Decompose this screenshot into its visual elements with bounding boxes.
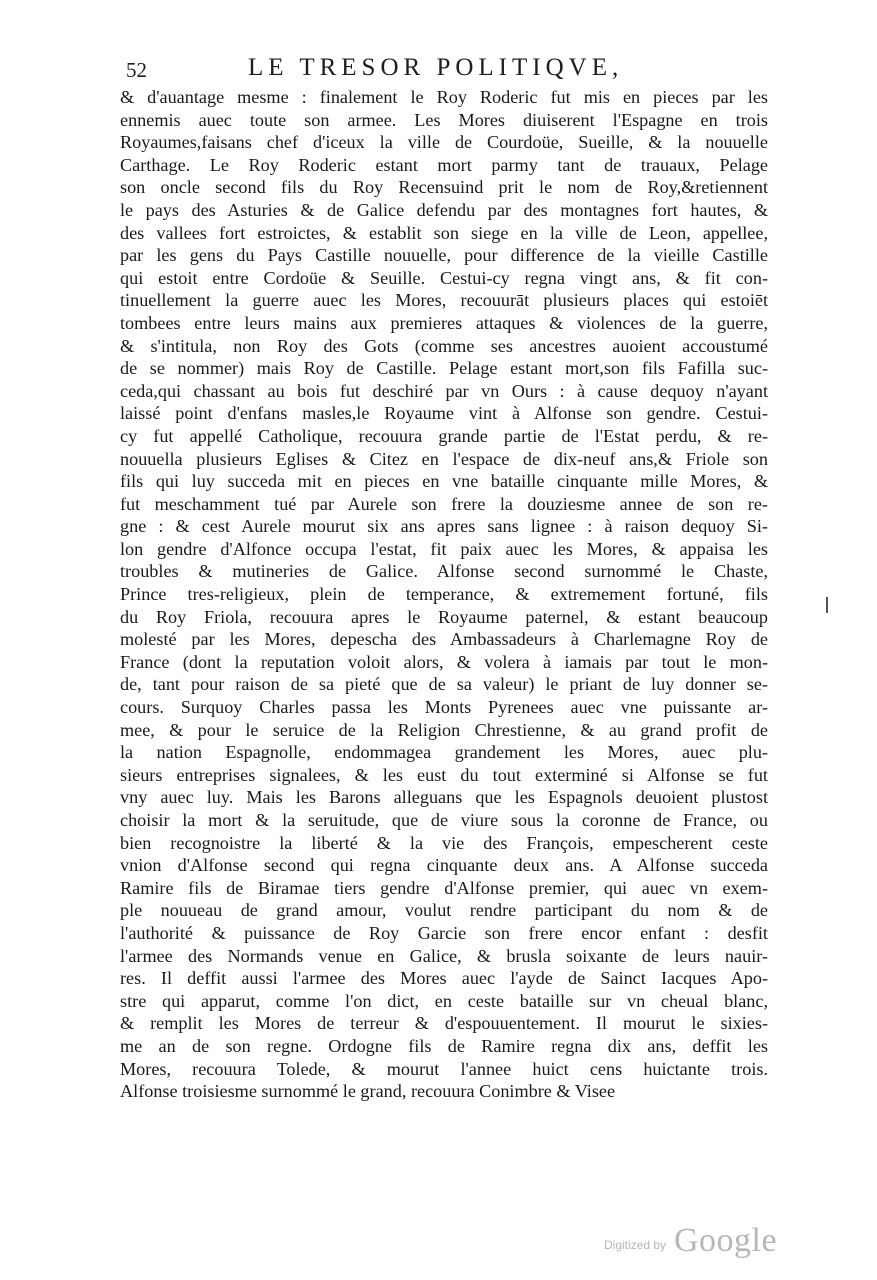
text-line: Mores, recouura Tolede, & mourut l'annee huict cens huictante trois. [120,1058,768,1079]
digitized-watermark [604,1222,804,1262]
text-line: l'armee des Normands venue en Galice, & brusla soixante de leurs nauir- [120,945,768,966]
text-line: par les gens du Pays Castille nouuelle, pour difference de la vieille Castille [120,245,768,266]
text-line: lon gendre d'Alfonce occupa l'estat, fit paix auec les Mores, & appaisa les [120,538,768,559]
text-line: molesté par les Mores, depescha des Ambassadeurs à Charlemagne Roy de [120,629,768,650]
text-line: cours. Surquoy Charles passa les Monts Pyrenees auec vne puissante ar- [120,697,768,718]
google-logo: Google [674,1222,778,1259]
body-text [120,86,768,1103]
text-line: bien recognoistre la liberté & la vie des François, empescherent ceste [120,832,768,853]
text-line: ple nouueau de grand amour, voulut rendre participant du nom & de [120,900,768,921]
text-line: le pays des Asturies & de Galice defendu par des montagnes fort hautes, & [120,199,768,220]
text-line: & remplit les Mores de terreur & d'espouuentement. Il mourut le sixies- [120,1013,768,1034]
text-line: tinuellement la guerre auec les Mores, recouurāt plusieurs places qui estoiēt [120,290,768,311]
text-line: ennemis auec toute son armee. Les Mores diuiserent l'Espagne en trois [120,109,768,130]
text-line: me an de son regne. Ordogne fils de Ramire regna dix ans, deffit les [120,1035,768,1056]
text-line: Royaumes,faisans chef d'iceux la ville de Courdoüe, Sueille, & la nouuelle [120,132,768,153]
text-line: vnion d'Alfonse second qui regna cinquante deux ans. A Alfonse succeda [120,855,768,876]
running-title: LE TRESOR POLITIQVE, [248,54,624,81]
text-line: de se nommer) mais Roy de Castille. Pelage estant mort,son fils Fafilla suc- [120,358,768,379]
text-line: & d'auantage mesme : finalement le Roy Roderic fut mis en pieces par les [120,87,768,107]
text-line: du Roy Friola, recouura apres le Royaume paternel, & estant beaucoup [120,606,768,627]
text-line: stre qui apparut, comme l'on dict, en ceste bataille sur vn cheual blanc, [120,990,768,1011]
text-line: Alfonse troisiesme surnommé le grand, recouura Conimbre & Visee [120,1081,616,1102]
margin-mark [826,597,828,613]
text-line: tombees entre leurs mains aux premieres attaques & violences de la guerre, [120,312,768,333]
text-line: France (dont la reputation voloit alors, & volera à iamais par tout le mon- [120,651,768,672]
text-line: cy fut appellé Catholique, recouura grande partie de l'Estat perdu, & re- [120,425,768,446]
text-line: troubles & mutineries de Galice. Alfonse second surnommé le Chaste, [120,561,768,582]
text-line: sieurs entreprises signalees, & les eust du tout exterminé si Alfonse se fut [120,764,768,785]
text-line: son oncle second fils du Roy Recensuind prit le nom de Roy,&retiennent [120,177,768,198]
text-line: la nation Espagnolle, endommagea grandement les Mores, auec plu- [120,742,768,763]
text-line: nouuella plusieurs Eglises & Citez en l'espace de dix-neuf ans,& Friole son [120,448,768,469]
text-line: Carthage. Le Roy Roderic estant mort parmy tant de trauaux, Pelage [120,154,768,175]
text-line: fut meschamment tué par Aurele son frere la douziesme annee de son re- [120,493,768,514]
text-line: mee, & pour le seruice de la Religion Chrestienne, & au grand profit de [120,719,768,740]
text-line: Ramire fils de Biramae tiers gendre d'Alfonse premier, qui auec vn exem- [120,877,768,898]
text-line: de, tant pour raison de sa pieté que de sa valeur) le priant de luy donner se- [120,674,768,695]
text-line: gne : & cest Aurele mourut six ans apres sans lignee : à raison dequoy Si- [120,516,768,537]
page-number: 52 [126,58,147,82]
page-header [118,54,758,86]
text-line: vny auec luy. Mais les Barons alleguans que les Espagnols deuoient plustost [120,787,768,808]
text-line: fils qui luy succeda mit en pieces en vne bataille cinquante mille Mores, & [120,471,768,492]
text-line: l'authorité & puissance de Roy Garcie son frere encor enfant : desfit [120,922,768,943]
text-line: qui estoit entre Cordoüe & Seuille. Cestui-cy regna vingt ans, & fit con- [120,267,768,288]
watermark-small-text: Digitized by [604,1238,667,1252]
text-line: & s'intitula, non Roy des Gots (comme ses ancestres auoient accoustumé [120,335,768,356]
text-line: laissé point d'enfans masles,le Royaume vint à Alfonse son gendre. Cestui- [120,403,768,424]
text-line: res. Il deffit aussi l'armee des Mores auec l'ayde de Sainct Iacques Apo- [120,968,768,989]
text-line: ceda,qui chassant au bois fut deschiré par vn Ours : à cause dequoy n'ayant [120,380,768,401]
text-line: Prince tres-religieux, plein de temperance, & extremement fortuné, fils [120,584,768,605]
text-line: des vallees fort estroictes, & establit son siege en la ville de Leon, appellee, [120,222,768,243]
text-line: choisir la mort & la seruitude, que de viure sous la coronne de France, ou [120,810,768,830]
